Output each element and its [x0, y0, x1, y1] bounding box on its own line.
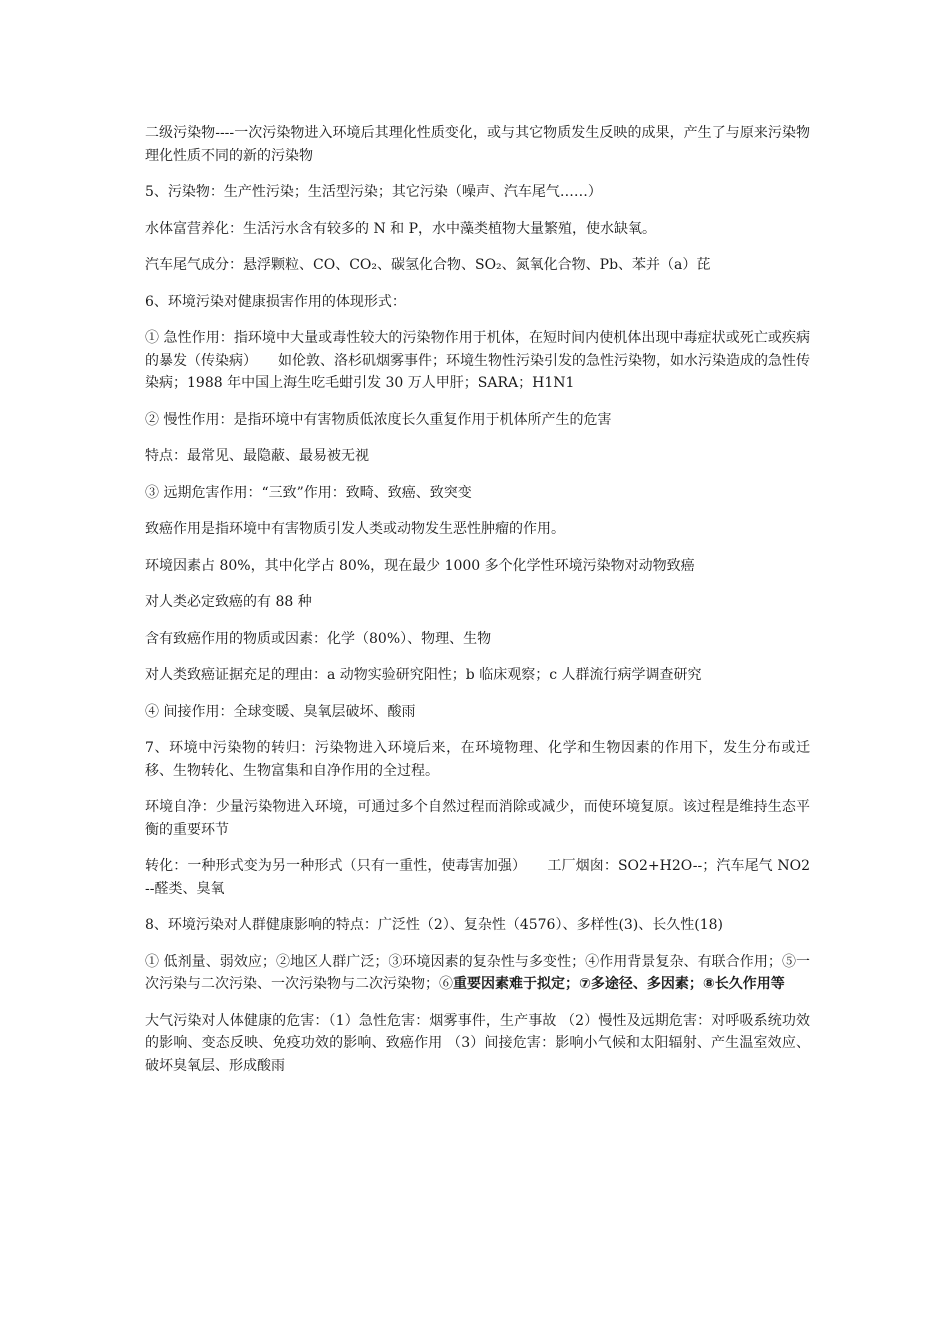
paragraph-carcinogen-evidence: 对人类致癌证据充足的理由：a 动物实验研究阳性；b 临床观察；c 人群流行病学调查研究 [145, 667, 702, 683]
paragraph-indirect-effect: ④ 间接作用：全球变暖、臭氧层破坏、酸雨 [145, 703, 416, 720]
paragraph-transformation: 转化：一种形式变为另一种形式（只有一重性，使毒害加强） 工厂烟囱：SO2+H2O--；汽车尾气 NO2--醛类、臭氧 [145, 858, 810, 897]
paragraph-health-impact-features: 8、环境污染对人群健康影响的特点：广泛性（2）、复杂性（4576）、多样性(3)、长久性(18) [145, 917, 724, 933]
paragraph-acute-effect: ① 急性作用：指环境中大量或毒性较大的污染物作用于机体，在短时间内使机体出现中毒症状或死亡或疾病的暴发（传染病） 如伦敦、洛杉矶烟雾事件；环境生物性污染引发的急性污染物，如水污染造成的急性传染病；1988 年中国上海生吃毛蚶引发 30 万人甲肝；SARA；H1N1 [145, 330, 810, 391]
paragraph-chronic-features: 特点：最常见、最隐蔽、最易被无视 [145, 448, 369, 464]
paragraph-carcinogenic-factors: 含有致癌作用的物质或因素：化学（80%）、物理、生物 [145, 630, 492, 647]
feature-list-text: ① 低剂量、弱效应；②地区人群广泛；③环境因素的复杂性与多变性；④作用背景复杂、有联合作用；⑤一次污染与二次污染、一次污染物与二次污染物；⑥ [145, 953, 810, 992]
paragraph-secondary-pollutant: 二级污染物----一次污染物进入环境后其理化性质变化，或与其它物质发生反映的成果，产生了与原来污染物理化性质不同的新的污染物 [145, 125, 810, 164]
paragraph-eutrophication: 水体富营养化：生活污水含有较多的 N 和 P，水中藻类植物大量繁殖，使水缺氧。 [145, 220, 657, 237]
paragraph-chronic-effect: ② 慢性作用：是指环境中有害物质低浓度长久重复作用于机体所产生的危害 [145, 411, 612, 428]
feature-list-bold-text: 重要因素难于拟定；⑦多途径、多因素；⑧长久作用等 [453, 976, 785, 992]
paragraph-air-pollution-harm: 大气污染对人体健康的危害：（1）急性危害：烟雾事件，生产事故 （2）慢性及远期危害：对呼吸系统功效的影响、变态反映、免疫功效的影响、致癌作用 （3）间接危害：影响小气候和太阳辐射、产生温室效应、破坏臭氧层、形成酸雨 [145, 1012, 810, 1074]
document-page [145, 122, 810, 1091]
paragraph-pollutant-fate: 7、环境中污染物的转归：污染物进入环境后来，在环境物理、化学和生物因素的作用下，发生分布或迁移、生物转化、生物富集和自净作用的全过程。 [145, 740, 810, 779]
paragraph-long-term-effect: ③ 远期危害作用：“三致”作用：致畸、致癌、致突变 [145, 484, 472, 501]
paragraph-environment-factors: 环境因素占 80%，其中化学占 80%，现在最少 1000 多个化学性环境污染物对动物致癌 [145, 557, 695, 574]
paragraph-self-purification: 环境自净：少量污染物进入环境，可通过多个自然过程而消除或减少，而使环境复原。该过程是维持生态平衡的重要环节 [145, 799, 810, 838]
paragraph-carcinogenic-definition: 致癌作用是指环境中有害物质引发人类或动物发生恶性肿瘤的作用。 [145, 521, 565, 537]
paragraph-impact-feature-list [145, 951, 810, 996]
paragraph-pollutant-types: 5、污染物：生产性污染；生活型污染；其它污染（噪声、汽车尾气……） [145, 184, 602, 200]
paragraph-human-carcinogens: 对人类必定致癌的有 88 种 [145, 594, 312, 610]
paragraph-exhaust-components: 汽车尾气成分：悬浮颗粒、CO、CO₂、碳氢化合物、SO₂、氮氧化合物、Pb、苯并（a）芘 [145, 257, 711, 273]
paragraph-health-damage-forms: 6、环境污染对健康损害作用的体现形式： [145, 293, 406, 310]
